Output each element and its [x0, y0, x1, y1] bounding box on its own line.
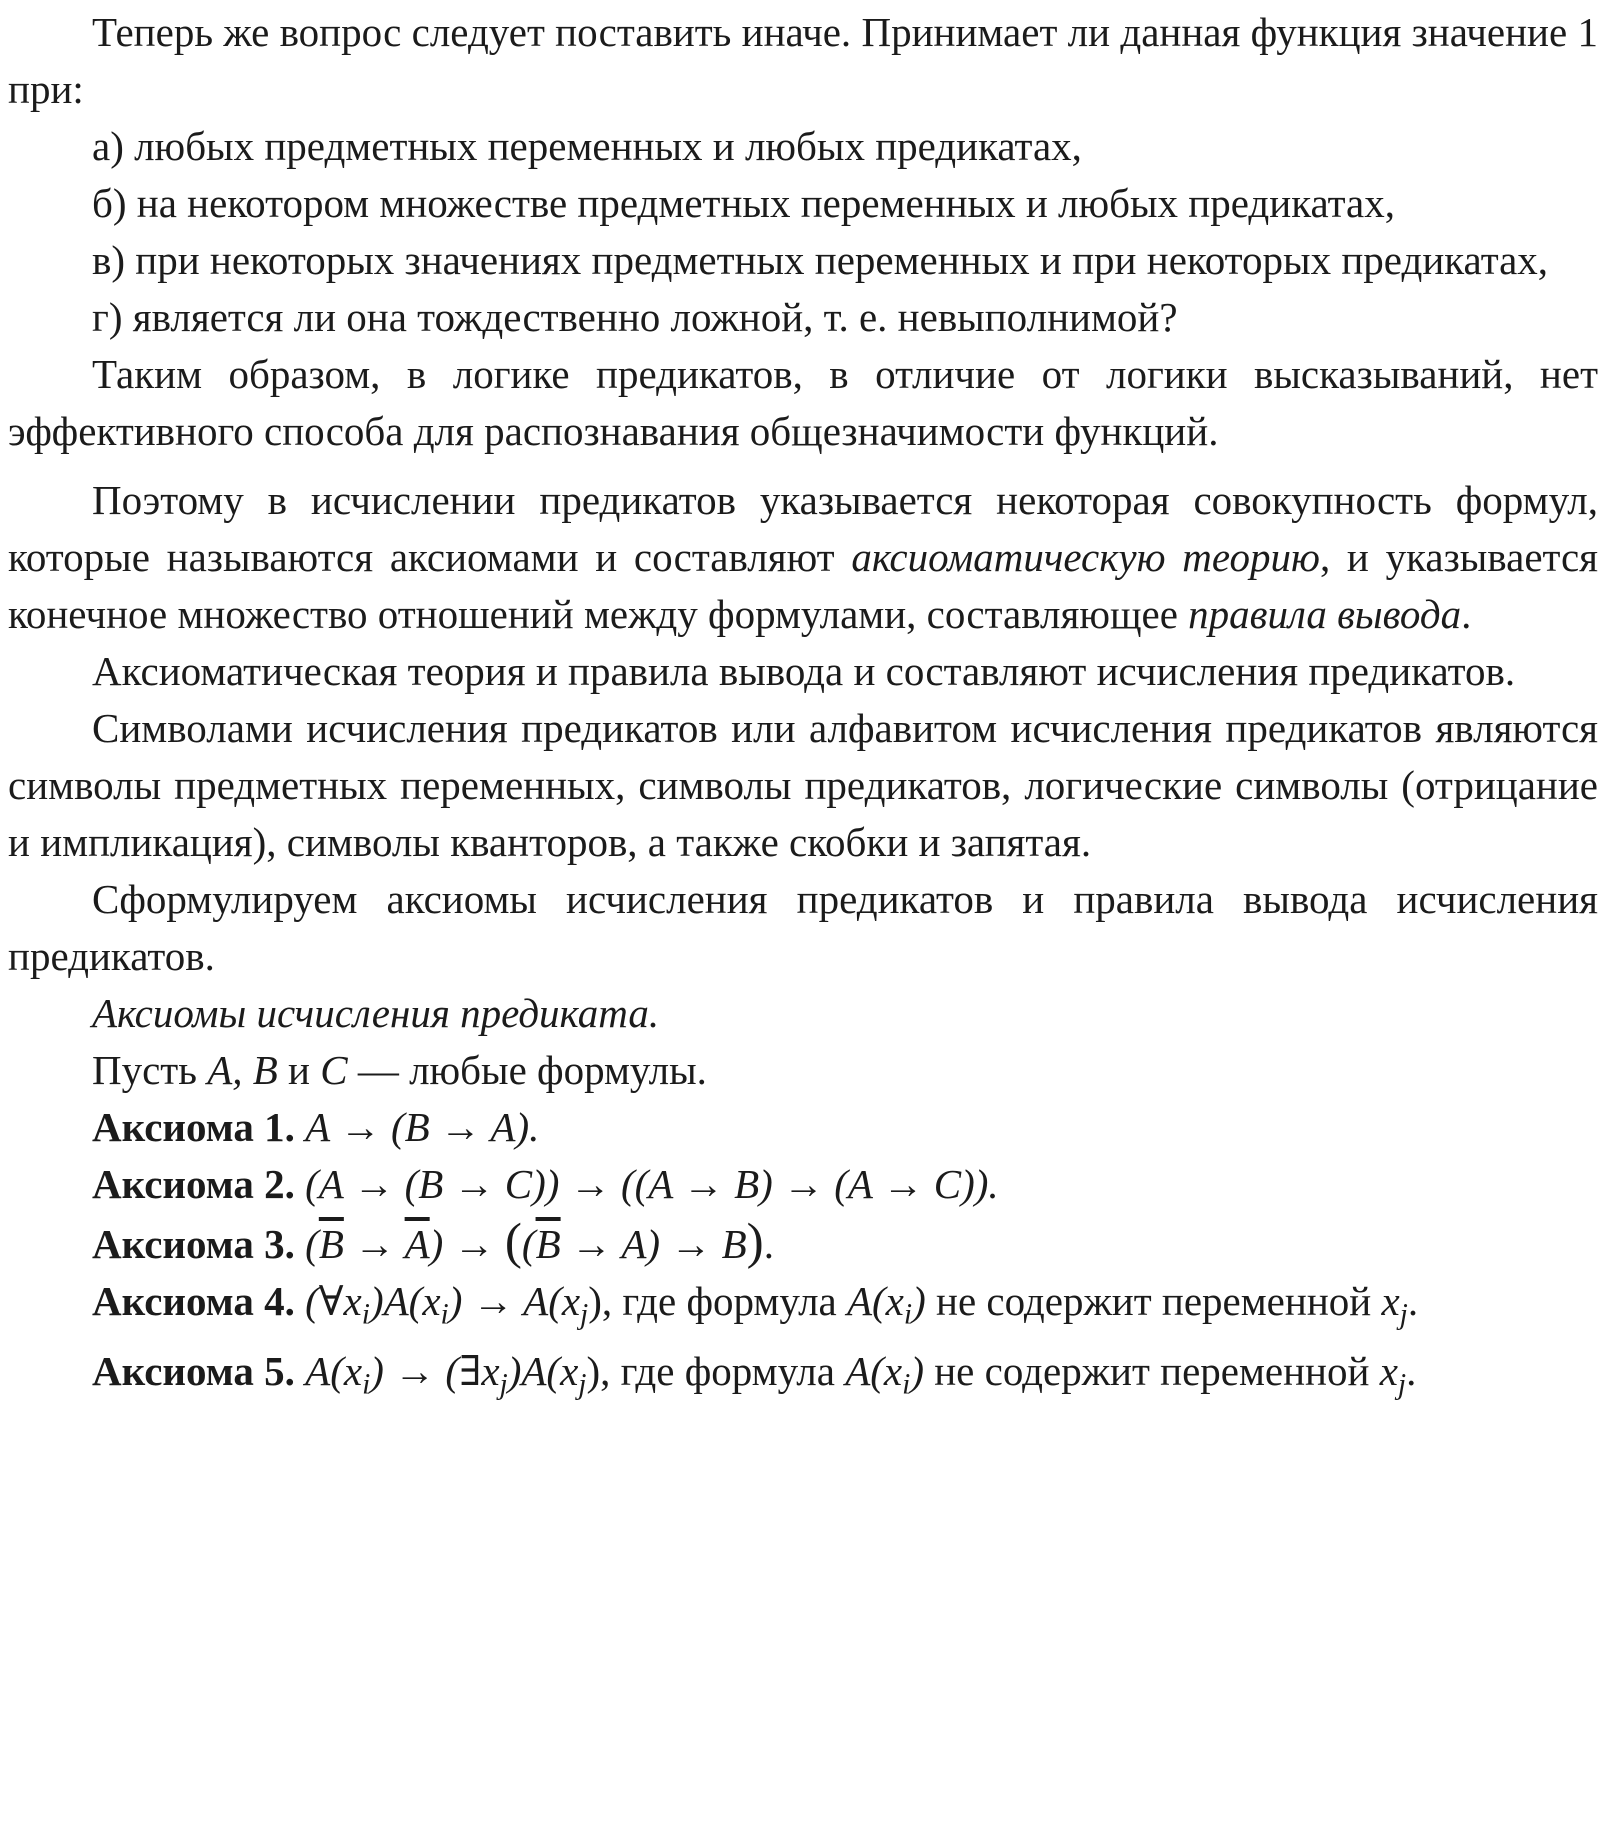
subscript-j: j — [1399, 1298, 1408, 1331]
text-run: Пусть — [92, 1047, 208, 1093]
text-run: ), где формула — [588, 1278, 847, 1324]
let-statement — [8, 1042, 1598, 1099]
formula-part: ( — [305, 1221, 319, 1267]
paragraph-alphabet: Символами исчисления предикатов или алфавитом исчисления предикатов являются символы предметных переменных, символы предикатов, логические символы (отрицание и импликация), символы кванторов, а также скобки и запятая. — [8, 705, 1598, 865]
formula-part: ) → (∃x — [370, 1348, 500, 1395]
formula-part: A(x — [845, 1348, 903, 1395]
axiom-4-label: Аксиома 4. — [92, 1278, 295, 1324]
formula-part: → — [343, 1221, 405, 1267]
subscript-j: j — [1397, 1368, 1407, 1401]
axiom-3 — [8, 1213, 1598, 1273]
formula-part: (∀x — [305, 1278, 362, 1324]
term-axiomatic-theory: аксиоматическую теорию — [851, 534, 1320, 580]
paragraph-conclusion: Таким образом, в логике предикатов, в отличие от логики высказываний, нет эффективного способа для распознавания общезначимости функций. — [8, 351, 1598, 454]
axioms-heading — [8, 985, 1598, 1042]
text-run: не содержит переменной — [925, 1278, 1382, 1324]
list-item-v: в) при некоторых значениях предметных переменных и при некоторых предикатах, — [92, 237, 1549, 283]
axiom-5-label: Аксиома 5. — [92, 1348, 295, 1395]
big-paren-close: ) — [746, 1213, 764, 1270]
page-text — [8, 4, 1598, 1414]
axiom-2-formula: (A → (B → C)) → ((A → B) → (A → C)). — [305, 1161, 999, 1207]
negated-b: $\overline{B}$ — [318, 1221, 344, 1267]
math-vars: A, B — [207, 1047, 278, 1093]
subscript-j: j — [580, 1298, 589, 1331]
subscript-j: j — [578, 1368, 587, 1401]
formula-inline — [846, 1278, 926, 1331]
subscript-i: i — [902, 1368, 911, 1401]
paragraph-intro: Теперь же вопрос следует поставить иначе. Принимает ли данная функция значение 1 при: — [8, 9, 1598, 112]
axioms-heading-text: Аксиомы исчисления предиката. — [92, 990, 660, 1036]
subscript-i: i — [361, 1298, 370, 1331]
text-run: Поэтому в исчислении предикатов указывается некоторая совокупность формул, которые называются аксиомами и составляют — [8, 477, 1598, 580]
axiom-3-label: Аксиома 3. — [92, 1221, 295, 1267]
text-run: . — [1461, 591, 1472, 637]
axiom-3-formula — [305, 1213, 774, 1270]
subscript-i: i — [440, 1298, 449, 1331]
big-paren-open: ( — [504, 1213, 522, 1270]
formula-part: A(x — [846, 1278, 904, 1324]
axiom-4-formula — [305, 1278, 589, 1331]
text-run: и — [277, 1047, 321, 1093]
negated-b: $\overline{B}$ — [535, 1221, 561, 1267]
formula-part: → A) → B — [560, 1221, 747, 1267]
axiom-2-label: Аксиома 2. — [92, 1161, 295, 1207]
axiom-1-label: Аксиома 1. — [92, 1104, 295, 1150]
axiom-5-formula — [305, 1348, 587, 1401]
formula-part: ) → A(x — [448, 1278, 581, 1324]
paragraph-calculus-definition: Аксиоматическая теория и правила вывода и составляют исчисления предикатов. — [92, 648, 1516, 694]
list-item-b: б) на некотором множестве предметных переменных и любых предикатах, — [92, 180, 1395, 226]
list-item-a: а) любых предметных переменных и любых предикатах, — [92, 123, 1082, 169]
formula-part: A(x — [305, 1348, 363, 1395]
subscript-j: j — [499, 1368, 508, 1401]
formula-part: ( — [521, 1221, 536, 1267]
formula-part: )A(x — [369, 1278, 441, 1324]
math-var-c: C — [320, 1047, 348, 1093]
negated-a: $\overline{A}$ — [404, 1221, 430, 1267]
text-run: — любые формулы. — [347, 1047, 707, 1093]
axiom-1 — [8, 1099, 1598, 1156]
list-item-g: г) является ли она тождественно ложной, т. е. невыполнимой? — [92, 294, 1178, 340]
variable-x: x — [1381, 1278, 1400, 1324]
text-run: ), где формула — [586, 1348, 846, 1395]
axiom-2 — [8, 1156, 1598, 1213]
subscript-i: i — [903, 1298, 913, 1331]
text-run: , и указывается конечное множество отношений между формулами, составляющее — [8, 534, 1598, 637]
text-run: . — [1406, 1348, 1417, 1395]
text-run: не содержит переменной — [923, 1348, 1380, 1395]
text-run: . — [1407, 1278, 1419, 1324]
term-inference-rules: правила вывода — [1188, 591, 1462, 637]
axiom-4 — [8, 1273, 1598, 1343]
axiom-5 — [8, 1343, 1598, 1413]
paragraph-formulate: Сформулируем аксиомы исчисления предикатов и правила вывода исчисления предикатов. — [8, 876, 1598, 979]
axiom-1-formula: A → (B → A). — [305, 1104, 540, 1150]
formula-part: )A(x — [507, 1348, 579, 1395]
formula-inline — [845, 1348, 924, 1401]
formula-part: ) → — [429, 1221, 505, 1267]
formula-part: ) — [912, 1278, 926, 1324]
formula-part: . — [763, 1221, 774, 1267]
subscript-i: i — [362, 1368, 371, 1401]
paragraph-axiomatic-theory — [8, 472, 1598, 643]
formula-part: ) — [910, 1348, 924, 1395]
variable-x: x — [1379, 1348, 1398, 1395]
